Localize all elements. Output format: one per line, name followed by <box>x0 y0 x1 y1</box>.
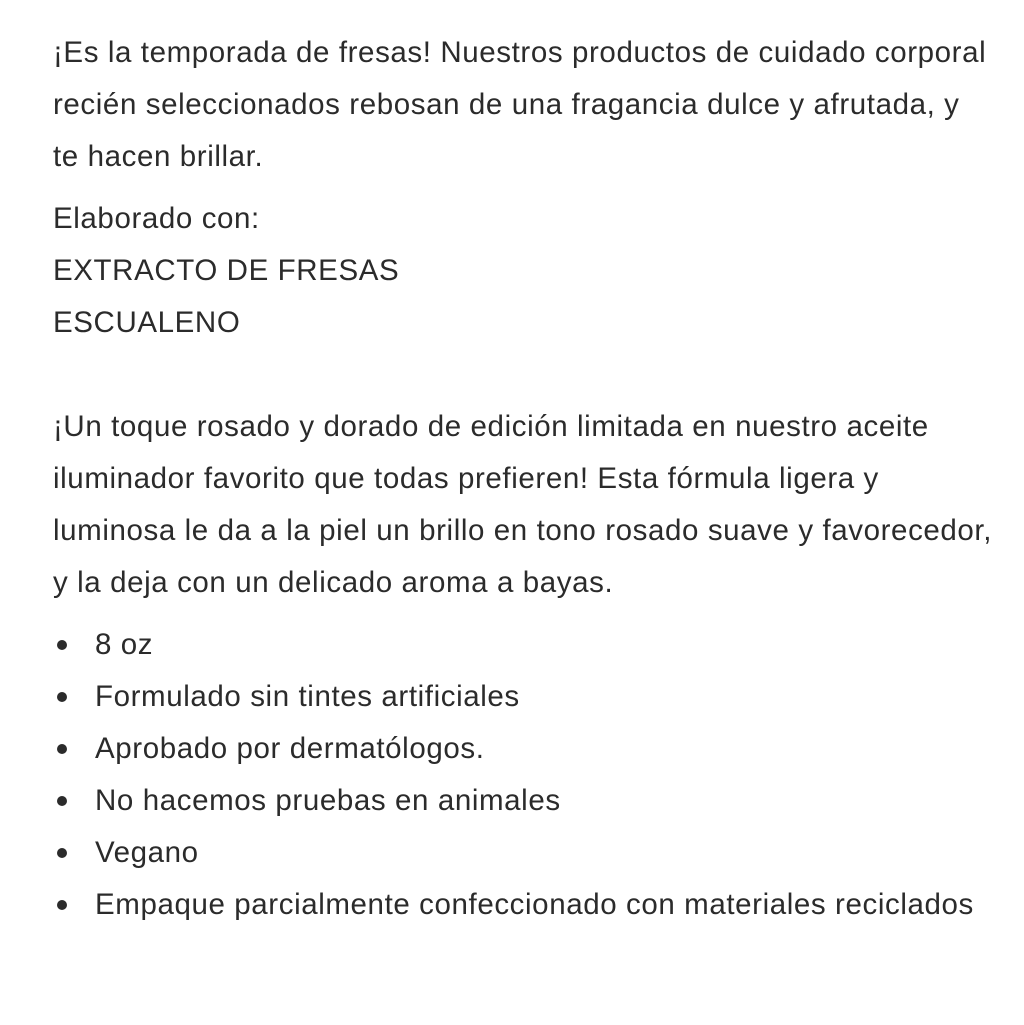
list-item <box>53 879 993 931</box>
list-item <box>53 775 993 827</box>
ingredient-item: EXTRACTO DE FRESAS <box>53 254 400 287</box>
ingredients-block <box>53 193 993 349</box>
feature-text: No hacemos pruebas en animales <box>95 784 561 817</box>
oil-paragraph: ¡Un toque rosado y dorado de edición limitada en nuestro aceite iluminador favorito que todas prefieren! Esta fórmula ligera y luminosa le da a la piel un brillo en tono rosado suave y favorecedor, y la deja con un delicado aroma a bayas. <box>53 410 993 599</box>
list-item <box>53 619 993 671</box>
bullet-icon <box>57 640 67 650</box>
list-item <box>53 827 993 879</box>
feature-text: 8 oz <box>95 628 154 661</box>
ingredients-heading: Elaborado con: <box>53 202 260 235</box>
bullet-icon <box>57 796 67 806</box>
bullet-icon <box>57 692 67 702</box>
bullet-icon <box>57 900 67 910</box>
ingredient-item: ESCUALENO <box>53 306 241 339</box>
intro-paragraph: ¡Es la temporada de fresas! Nuestros productos de cuidado corporal recién seleccionados rebosan de una fragancia dulce y afrutada, y te hacen brillar. <box>53 36 987 173</box>
feature-text: Empaque parcialmente confeccionado con materiales reciclados <box>95 888 974 921</box>
feature-text: Vegano <box>95 836 199 869</box>
list-item <box>53 671 993 723</box>
bullet-icon <box>57 848 67 858</box>
list-item <box>53 723 993 775</box>
feature-text: Aprobado por dermatólogos. <box>95 732 485 765</box>
features-list <box>53 619 993 931</box>
bullet-icon <box>57 744 67 754</box>
feature-text: Formulado sin tintes artificiales <box>95 680 520 713</box>
product-description <box>53 27 993 931</box>
